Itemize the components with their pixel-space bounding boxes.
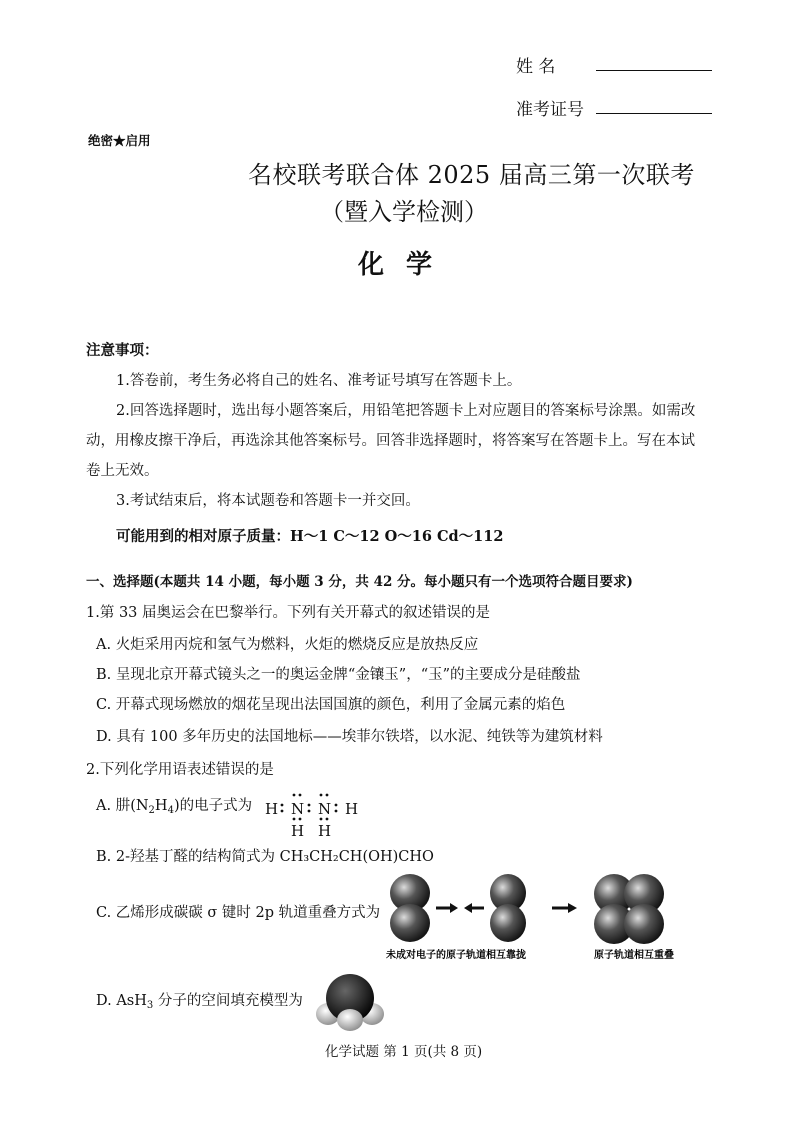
notes-item-1: 1.答卷前，考生务必将自己的姓名、准考证号填写在答题卡上。 — [116, 373, 522, 389]
notes-item-2-line-1: 2.回答选择题时，选出每小题答案后，用铅笔把答题卡上对应题目的答案标号涂黑。如需改 — [116, 403, 696, 419]
arrow-right-icon — [450, 903, 458, 913]
exam-id-field[interactable] — [596, 113, 712, 114]
ash3-space-filling-model-icon — [314, 972, 386, 1032]
question-1-option-d: D. 具有 100 多年历史的法国地标——埃菲尔铁塔，以水泥、纯铁等为建筑材料 — [96, 729, 603, 745]
atomic-masses: 可能用到的相对原子质量：H～1 C～12 O～16 Cd～112 — [116, 528, 504, 545]
page-footer: 化学试题 第 1 页(共 8 页) — [325, 1044, 483, 1060]
question-1-option-c: C. 开幕式现场燃放的烟花呈现出法国国旗的颜色，利用了金属元素的焰色 — [96, 697, 566, 713]
question-2-option-c: C. 乙烯形成碳碳 σ 键时 2p 轨道重叠方式为 — [96, 905, 381, 921]
question-2-option-d: D. AsH$_3$ 分子的空间填充模型为 — [96, 993, 303, 1011]
reaction-arrow-icon — [568, 903, 577, 913]
section-heading: 一、选择题(本题共 14 小题，每小题 3 分，共 42 分。每小题只有一个选项符合题目要求) — [86, 574, 633, 590]
question-2-option-b: B. 2-羟基丁醛的结构简式为 CH₃CH₂CH(OH)CHO — [96, 849, 434, 865]
p-orbital-left-icon — [390, 874, 430, 942]
name-field[interactable] — [596, 70, 712, 71]
caption-overlap: 原子轨道相互重叠 — [594, 950, 674, 961]
overlapped-orbitals-icon — [594, 874, 664, 944]
orbital-overlap-diagram — [382, 872, 682, 964]
formula-h-bottom-right: H — [318, 822, 332, 840]
question-1-stem: 1.第 33 届奥运会在巴黎举行。下列有关开幕式的叙述错误的是 — [86, 605, 491, 621]
question-2-option-a: A. 肼$(N_2H_4)$的电子式为 — [96, 798, 253, 816]
p-orbital-right-icon — [490, 874, 526, 942]
formula-h-bottom-left: H — [291, 822, 305, 840]
arrow-left-icon — [464, 903, 472, 913]
formula-n-left: N — [291, 800, 305, 818]
notes-item-3: 3.考试结束后，将本试题卷和答题卡一并交回。 — [116, 493, 420, 509]
question-1-option-b: B. 呈现北京开幕式镜头之一的奥运金牌“金镶玉”，“玉”的主要成分是硅酸盐 — [96, 667, 581, 683]
notes-heading: 注意事项： — [86, 342, 159, 359]
exam-id-label: 准考证号 — [516, 100, 584, 120]
formula-n-right: N — [318, 800, 332, 818]
caption-approach: 未成对电子的原子轨道相互靠拢 — [386, 950, 526, 961]
formula-h-left: H — [265, 800, 279, 818]
question-2-stem: 2.下列化学用语表述错误的是 — [86, 762, 274, 778]
hydrazine-electron-formula — [263, 788, 363, 840]
formula-h-right: H — [345, 800, 359, 818]
exam-subtitle: （暨入学检测） — [320, 198, 488, 226]
exam-title: 名校联考联合体 2025 届高三第一次联考 — [248, 161, 695, 189]
name-label: 姓 名 — [516, 57, 556, 77]
question-1-option-a: A. 火炬采用丙烷和氢气为燃料，火炬的燃烧反应是放热反应 — [96, 637, 479, 653]
secret-tag: 绝密★启用 — [88, 133, 151, 148]
notes-item-2-line-2: 动，用橡皮擦干净后，再选涂其他答案标号。回答非选择题时，将答案写在答题卡上。写在本试 — [86, 433, 695, 449]
notes-item-2-line-3: 卷上无效。 — [86, 463, 159, 479]
subject-title: 化学 — [358, 250, 455, 280]
